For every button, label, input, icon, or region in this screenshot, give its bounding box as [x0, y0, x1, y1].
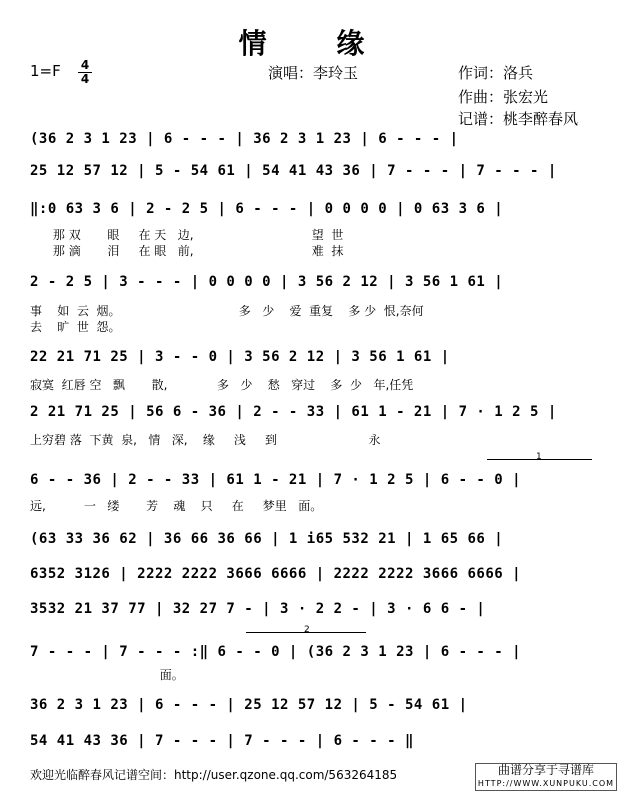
lyric-row-3a: 那 双 眼 在 天 边, 望 世	[30, 228, 344, 242]
singer-credit: 演唱：李玲玉	[268, 64, 359, 82]
stamp-url: HTTP://WWW.XUNPUKU.COM	[477, 779, 615, 788]
score-row-4: 2 - 2 5 | 3 - - - | 0 0 0 0 | 3 56 2 12 | 3 56 1 61 |	[30, 274, 504, 290]
score-row-6: 2 21 71 25 | 56 6 - 36 | 2 - - 33 | 61 1 - 21 | 7 · 1 2 5 |	[30, 404, 557, 420]
score-row-11: 7 - - - | 7 - - - :‖ 6 - - 0 | (36 2 3 1 23 | 6 - - - |	[30, 644, 522, 660]
time-sig-bottom: 4	[80, 72, 90, 86]
score-row-1: (36 2 3 1 23 | 6 - - - | 36 2 3 1 23 | 6 - - - |	[30, 131, 459, 147]
lyricist-credit: 作词：洛兵	[458, 64, 534, 82]
score-row-10: 3532 21 37 77 | 32 27 7 - | 3 · 2 2 - | 3 · 6 6 - |	[30, 601, 486, 617]
lyric-row-7: 远, 一 缕 芳 魂 只 在 梦里 面。	[30, 499, 323, 513]
score-row-3: ‖:0 63 3 6 | 2 - 2 5 | 6 - - - | 0 0 0 0 | 0 63 3 6 |	[30, 201, 504, 217]
score-row-13: 54 41 43 36 | 7 - - - | 7 - - - | 6 - - - ‖	[30, 733, 414, 749]
footer-link-text: 欢迎光临醉春风记谱空间：http://user.qzone.qq.com/563264185	[30, 768, 398, 782]
score-row-5: 22 21 71 25 | 3 - - 0 | 3 56 2 12 | 3 56 1 61 |	[30, 349, 450, 365]
composer-credit: 作曲：张宏光	[458, 88, 549, 106]
score-row-9: 6352 3126 | 2222 2222 3666 6666 | 2222 2222 3666 6666 |	[30, 566, 522, 582]
lyric-row-4b: 去 旷 世 怨。	[30, 320, 121, 334]
time-signature	[78, 60, 92, 85]
score-row-7: 6 - - 36 | 2 - - 33 | 61 1 - 21 | 7 · 1 2 5 | 6 - - 0 |	[30, 472, 522, 488]
score-row-12: 36 2 3 1 23 | 6 - - - | 25 12 57 12 | 5 - 54 61 |	[30, 697, 468, 713]
lyric-row-11: 面。	[30, 668, 184, 682]
transcriber-credit: 记谱：桃李醉春风	[458, 110, 579, 128]
lyric-row-3b: 那 滴 泪 在 眼 前, 难 抹	[30, 244, 344, 258]
stamp-main: 曲谱分享于寻谱库	[497, 763, 594, 777]
score-title: 情 缘	[238, 27, 395, 60]
volta-1-label: 1	[536, 452, 542, 462]
watermark-stamp	[475, 763, 617, 791]
volta-2-label: 2	[304, 625, 310, 635]
score-row-2: 25 12 57 12 | 5 - 54 61 | 54 41 43 36 | 7 - - - | 7 - - - |	[30, 163, 557, 179]
score-row-8: (63 33 36 62 | 36 66 36 66 | 1 i65 532 21 | 1 65 66 |	[30, 531, 504, 547]
key-signature: 1=F	[30, 62, 61, 80]
time-sig-top: 4	[80, 58, 90, 72]
lyric-row-4a: 事 如 云 烟。 多 少 爱 重复 多 少 恨,奈何	[30, 304, 424, 318]
lyric-row-6: 上穷碧 落 下黄 泉, 情 深, 缘 浅 到 永	[30, 433, 381, 447]
lyric-row-5: 寂寞 红唇 空 飘 散, 多 少 愁 穿过 多 少 年,任凭	[30, 378, 414, 392]
